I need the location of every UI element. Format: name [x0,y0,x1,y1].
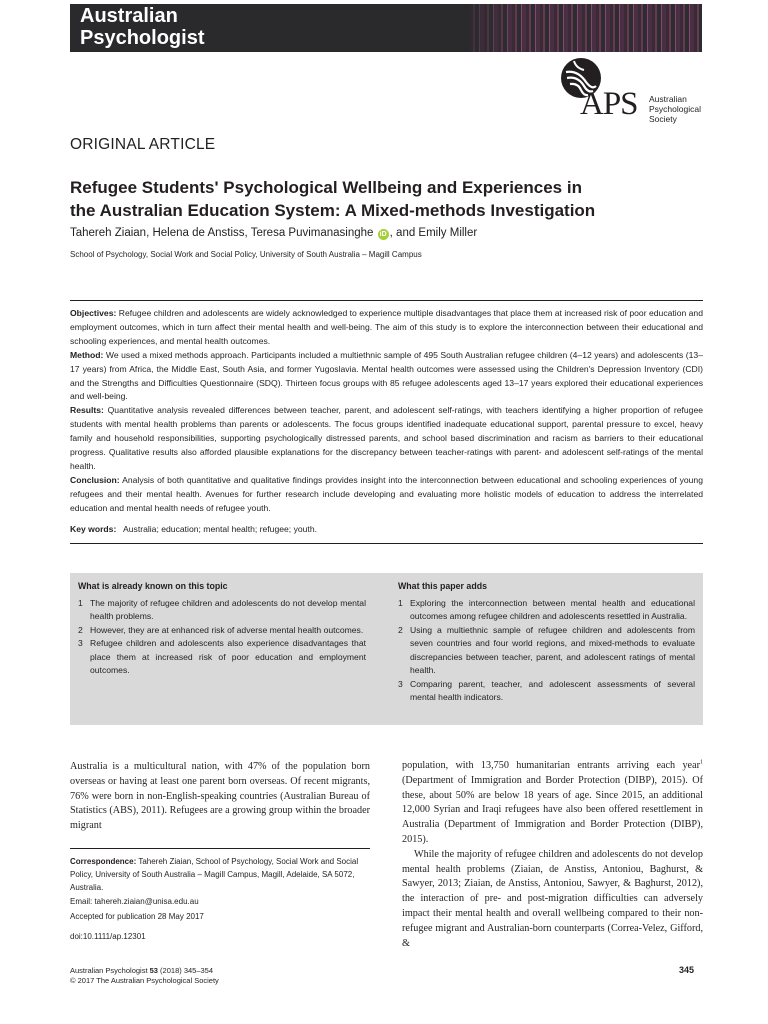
article-title [70,176,710,222]
aps-acronym: APS [580,86,638,122]
summary-known-heading: What is already known on this topic [78,581,228,591]
accepted-date: Accepted for publication 28 May 2017 [70,912,204,921]
footer-citation: Australian Psychologist 53 (2018) 345–354 © 2017 The Australian Psychological Society [70,966,219,985]
body-paragraph: population, with 13,750 humanitarian entrants arriving each year$^1$ (Department of Immigration and Border Protection (DIBP), 2015). Of these, about 50% are below 18 years of age. Since 2015, an additional 12,000 Syrian and Iraqi refugees have also been offered resettlement in Australia (Department of Immigration and Border Protection (DIBP), 2015). [402,759,703,845]
abstract-divider-top [70,300,703,301]
article-type: ORIGINAL ARTICLE [70,136,216,153]
body-column-left [70,760,370,834]
authors-part1: Tahereh Ziaian, Helena de Anstiss, Teresa Puvimanasinghe [70,227,374,239]
abstract-objectives: Objectives: Refugee children and adolescents are widely acknowledged to experience multiple disadvantages that place them at increased risk of poor education and employment outcomes, which in turn affect their mental health and well-being. The aim of this study is to explore the interconnection between their educational and schooling experiences, and mental health outcomes. [70,308,703,346]
doi-link[interactable]: doi:10.1111/ap.12301 [70,932,146,941]
summary-adds [398,580,695,705]
affiliation: School of Psychology, Social Work and Social Policy, University of South Australia – Magill Campus [70,250,422,259]
list-item: 1 The majority of refugee children and adolescents do not develop mental health problems. [78,597,366,621]
body-paragraph: Australia is a multicultural nation, with 47% of the population born overseas or having at least one parent born overseas. Of recent migrants, 76% were born in non-English-speaking countries (Australian Bureau of Statistics (ABS), 2011). Refugees are a growing group within the broader migrant [70,761,370,832]
summary-known-list [78,597,366,678]
correspondence-divider [70,848,370,849]
journal-name-line1: Australian [80,5,178,27]
body-column-right [402,759,703,951]
aps-society-name: Australian Psychological Society [649,94,701,124]
footer-copyright: © 2017 The Australian Psychological Society [70,976,219,985]
body-paragraph: While the majority of refugee children and adolescents do not develop mental health problems (Ziaian, de Anstiss, Antoniou, Baghurst, & Sawyer, 2013; Ziaian, de Anstiss, Antoniou, Sawyer, & Baghurst, 2012), the interaction of pre- and post-migration difficulties can adversely impact their mental health and overall wellbeing compared to their non-refugee migrant and Australian-born counterparts (Correa-Velez, Gifford, & [402,848,703,949]
summary-adds-heading: What this paper adds [398,581,487,591]
abstract-conclusion: Conclusion: Analysis of both quantitative and qualitative findings provides insight into the interconnection between educational and schooling experiences of young refugees and their mental health. Avenues for further research include developing and evaluating more holistic models of education to address the interrelated education and mental health needs of refugee youth. [70,474,703,513]
page-number: 345 [679,965,695,975]
journal-name [80,5,204,49]
authors-part2: , and Emily Miller [389,227,478,239]
journal-name-line2: Psychologist [80,27,205,49]
correspondence-email[interactable]: Email: tahereh.ziaian@unisa.edu.au [70,896,199,906]
list-item: 1 Exploring the interconnection between mental health and educational outcomes among refugee children and adolescents resettled in Australia. [398,597,695,621]
abstract-results: Results: Quantitative analysis revealed differences between teacher, parent, and adolescent self-ratings, with teachers identifying a higher proportion of refugee students with mental health problems than parents or adolescents. The focus groups identified inadequate educational support, parental pressure to excel, heavy family and household responsibilities, supporting psychologically distressed parents, and school based discrimination and racism as barriers to their educational progress. Qualitative results also afforded plausible explanations for the discrepancy between teacher-ratings with parent- and adolescent self-ratings of the mental health. [70,405,704,471]
title-line1: Refugee Students' Psychological Wellbeing and Experiences in [70,178,582,197]
correspondence-label: Correspondence: [70,857,137,866]
abstract-method: Method: We used a mixed methods approach. Participants included a multiethnic sample of 495 South Australian refugee children (4–12 years) and adolescents (13–17 years) from Africa, the Middle East, South Asia, and former Yugoslavia. Mental health outcomes were assessed using the Children's Depression Inventory (CDI) and the Strengths and Difficulties Questionnaire (SDQ). Thirteen focus groups with 85 refugee adolescents aged 13–17 years explored their educational experiences and well-being. [70,349,703,402]
orcid-icon[interactable]: iD [379,231,387,238]
footnote-ref[interactable]: 1 [700,759,703,766]
list-item: 3 Comparing parent, teacher, and adolescent assessments of several mental health indicators. [398,678,695,702]
list-item: 3 Refugee children and adolescents also experience disadvantages that place them at increased risk of poor education and employment outcomes. [78,638,366,675]
correspondence [70,855,370,908]
summary-adds-list [398,597,695,705]
abstract-divider-bottom [70,543,703,544]
keywords-value: Australia; education; mental health; refugee; youth. [123,524,317,534]
keywords [70,524,317,534]
title-line2: the Australian Education System: A Mixed-methods Investigation [70,201,596,220]
author-list [70,227,477,240]
summary-box [70,573,703,725]
keywords-label: Key words: [70,524,117,534]
abstract [70,307,703,516]
list-item: 2 Using a multiethnic sample of refugee children and adolescents from seven countries and four world regions, and mixed-methods to evaluate discrepancies between teacher, parent, and adolescent ratings of mental health. [398,624,695,675]
list-item: 2 However, they are at enhanced risk of adverse mental health outcomes. [78,624,364,635]
aps-logo [556,56,706,126]
summary-known [78,580,366,678]
journal-banner [70,4,702,52]
correspondence-text: Tahereh Ziaian, School of Psychology, Social Work and Social Policy, University of South Australia – Magill Campus, Magill, Adelaide, SA 5072, Australia. [70,857,359,893]
